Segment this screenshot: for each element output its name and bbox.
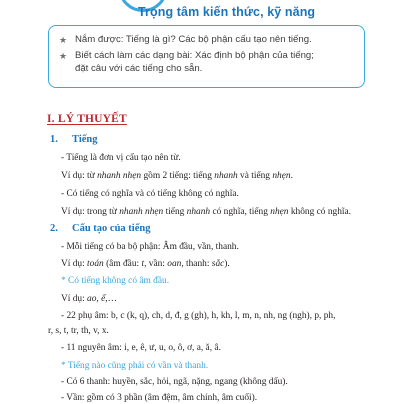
highlight-note: * Có tiếng không có âm đầu. [61,276,170,286]
example-line: Ví dụ: trong từ nhanh nhẹn tiếng nhanh có nghĩa, tiếng nhẹn không có nghĩa. [61,207,351,217]
parts-line: - Mỗi tiếng có ba bộ phận: Âm đầu, vần, thanh. [61,242,239,252]
note-line: - Có tiếng có nghĩa và có tiếng không có nghĩa. [61,189,239,199]
highlight-note: * Tiếng nào cũng phải có vần và thanh. [61,361,209,371]
star-bullet-icon: ★ [59,51,68,61]
example-line: Ví dụ: toán (âm đầu: t, vần: oan, thanh: sắc). [61,259,230,269]
consonants-line: - 22 phụ âm: b, c (k, q), ch, d, đ, g (gh), h, kh, l, m, n, nh, ng (ngh), p, ph, [61,311,336,321]
objectives-box: ★ Nắm được: Tiếng là gì? Các bộ phận cấu tạo nên tiếng. ★ Biết cách làm các dạng bài: Xác định bộ phận của tiếng; đặt câu với các tiếng cho sẵn. [48,25,365,88]
rhyme-line: - Vần: gồm có 3 phần (âm đệm, âm chính, âm cuối). [61,393,258,403]
example-line: Ví dụ: từ nhanh nhẹn gồm 2 tiếng: tiếng nhanh và tiếng nhẹn. [61,171,293,181]
definition-line: - Tiếng là đơn vị cấu tạo nên từ. [61,153,181,163]
subsection-heading-2: 2. Cấu tạo của tiếng [50,223,151,234]
consonants-line-continued: r, s, t, tr, th, v, x. [48,326,109,336]
star-bullet-icon: ★ [59,35,68,45]
subsection-heading-1: 1. Tiếng [50,134,98,145]
header-title: Trọng tâm kiến thức, kỹ năng [138,5,316,19]
section-heading: I. LÝ THUYẾT [47,113,127,125]
vowels-line: - 11 nguyên âm: i, e, ê, ư, u, o, ô, ơ, a, ă, â. [61,343,221,353]
example-line: Ví dụ: ao, ế,… [61,294,117,304]
tones-line: - Có 6 thanh: huyền, sắc, hỏi, ngã, nặng, ngang (không dấu). [61,377,288,387]
